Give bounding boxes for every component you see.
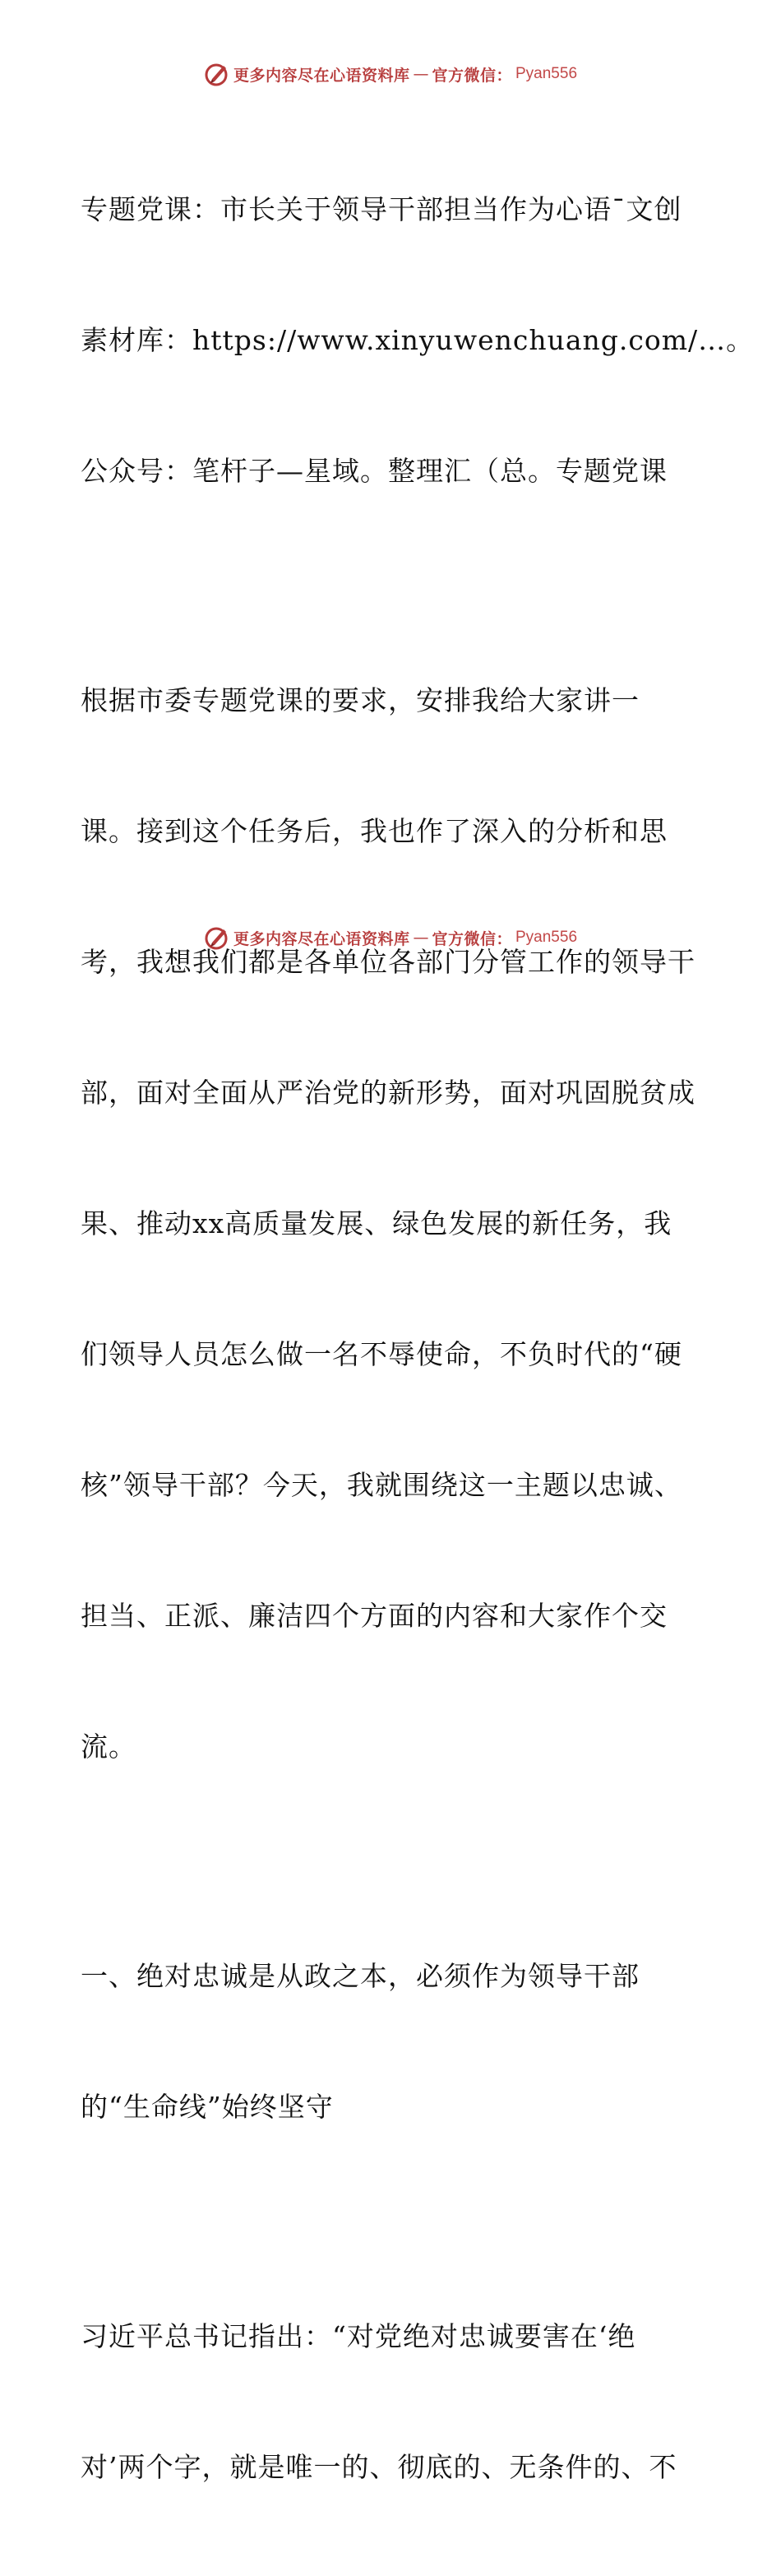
header-separator: —	[413, 65, 429, 83]
header-banner	[0, 58, 781, 90]
paragraph-line: 担当、正派、廉洁四个方面的内容和大家作个交	[81, 1600, 668, 1632]
paragraph-line: 考，我想我们都是各单位各部门分管工作的领导干	[81, 946, 696, 978]
paragraph-line: 课。接到这个任务后，我也作了深入的分析和思	[81, 815, 668, 847]
title-line: 专题党课：市长关于领导干部担当作为心语¯文创	[81, 193, 682, 225]
paragraph-line: 核”领导干部？今天，我就围绕这一主题以忠诚、	[81, 1469, 682, 1501]
paragraph-intro	[81, 591, 705, 1856]
paragraph-line: 对’两个字，就是唯一的、彻底的、无条件的、不	[81, 2451, 677, 2483]
paragraph-line: 部，面对全面从严治党的新形势，面对巩固脱贫成	[81, 1077, 696, 1109]
header-wechat-handle: Pyan556	[515, 65, 578, 82]
header-wechat-label: 官方微信：	[432, 66, 512, 85]
paragraph-line: 们领导人员怎么做一名不辱使命，不负时代的“硬	[81, 1338, 682, 1370]
footer-separator: —	[413, 929, 429, 947]
quill-pen-logo-icon	[204, 61, 230, 87]
title-block	[81, 100, 755, 580]
footer-wechat-handle: Pyan556	[515, 929, 578, 946]
heading-line: 的“生命线”始终坚守	[81, 2091, 334, 2123]
title-line: 公众号：笔杆子—星域。整理汇（总。专题党课	[81, 455, 668, 487]
section-heading-1	[81, 1867, 705, 2216]
footer-banner	[0, 921, 781, 954]
title-line: 素材库：https://www.xinyuwenchuang.com/…。	[81, 324, 755, 356]
footer-wechat-label: 官方微信：	[432, 929, 512, 948]
document-body	[81, 100, 755, 2576]
heading-line: 一、绝对忠诚是从政之本，必须作为领导干部	[81, 1960, 640, 1992]
footer-site-text: 更多内容尽在心语资料库	[233, 929, 410, 948]
paragraph-line: 果、推动xx高质量发展、绿色发展的新任务，我	[81, 1207, 672, 1239]
paragraph-line: 流。	[81, 1730, 136, 1763]
quill-pen-logo-icon	[204, 924, 230, 951]
paragraph-line: 习近平总书记指出：“对党绝对忠诚要害在‘绝	[81, 2320, 636, 2352]
paragraph-quote	[81, 2227, 705, 2576]
paragraph-line: 根据市委专题党课的要求，安排我给大家讲一	[81, 684, 640, 716]
header-site-text: 更多内容尽在心语资料库	[233, 66, 410, 85]
